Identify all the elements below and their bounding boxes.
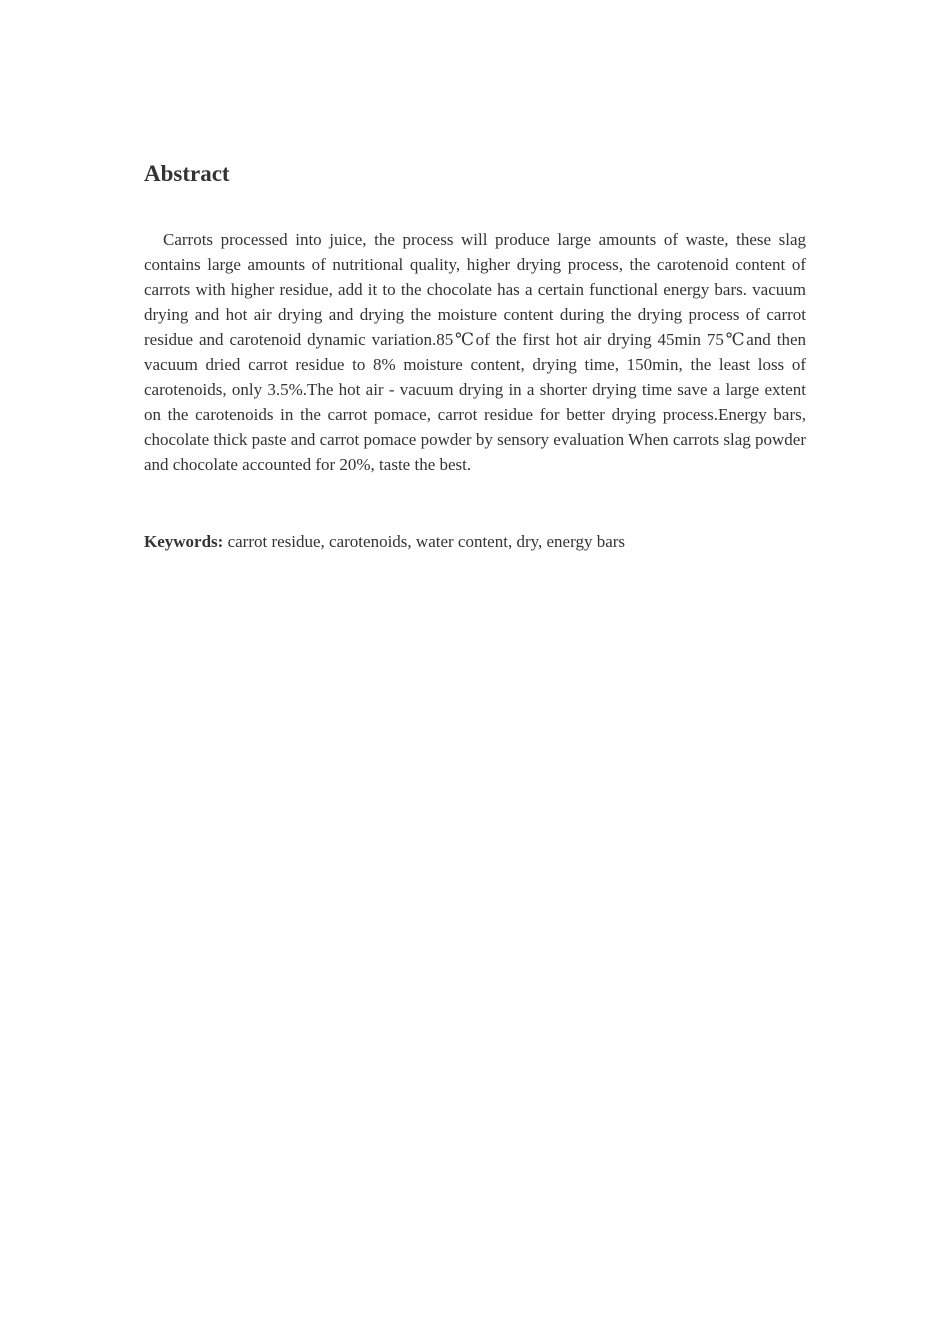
keywords-text: carrot residue, carotenoids, water content, dry, energy bars xyxy=(223,532,626,551)
keywords-line xyxy=(144,529,806,554)
abstract-body: Carrots processed into juice, the process will produce large amounts of waste, these slag contains large amounts of nutritional quality, higher drying process, the carotenoid content of carrots with higher residue, add it to the chocolate has a certain functional energy bars. vacuum drying and hot air drying and drying the moisture content during the drying process of carrot residue and carotenoid dynamic variation.85℃of the first hot air drying 45min 75℃and then vacuum dried carrot residue to 8% moisture content, drying time, 150min, the least loss of carotenoids, only 3.5%.The hot air - vacuum drying in a shorter drying time save a large extent on the carotenoids in the carrot pomace, carrot residue for better drying process.Energy bars, chocolate thick paste and carrot pomace powder by sensory evaluation When carrots slag powder and chocolate accounted for 20%, taste the best. xyxy=(144,230,806,474)
keywords-label: Keywords: xyxy=(144,532,224,551)
document-page xyxy=(144,158,806,554)
abstract-heading: Abstract xyxy=(144,161,230,186)
